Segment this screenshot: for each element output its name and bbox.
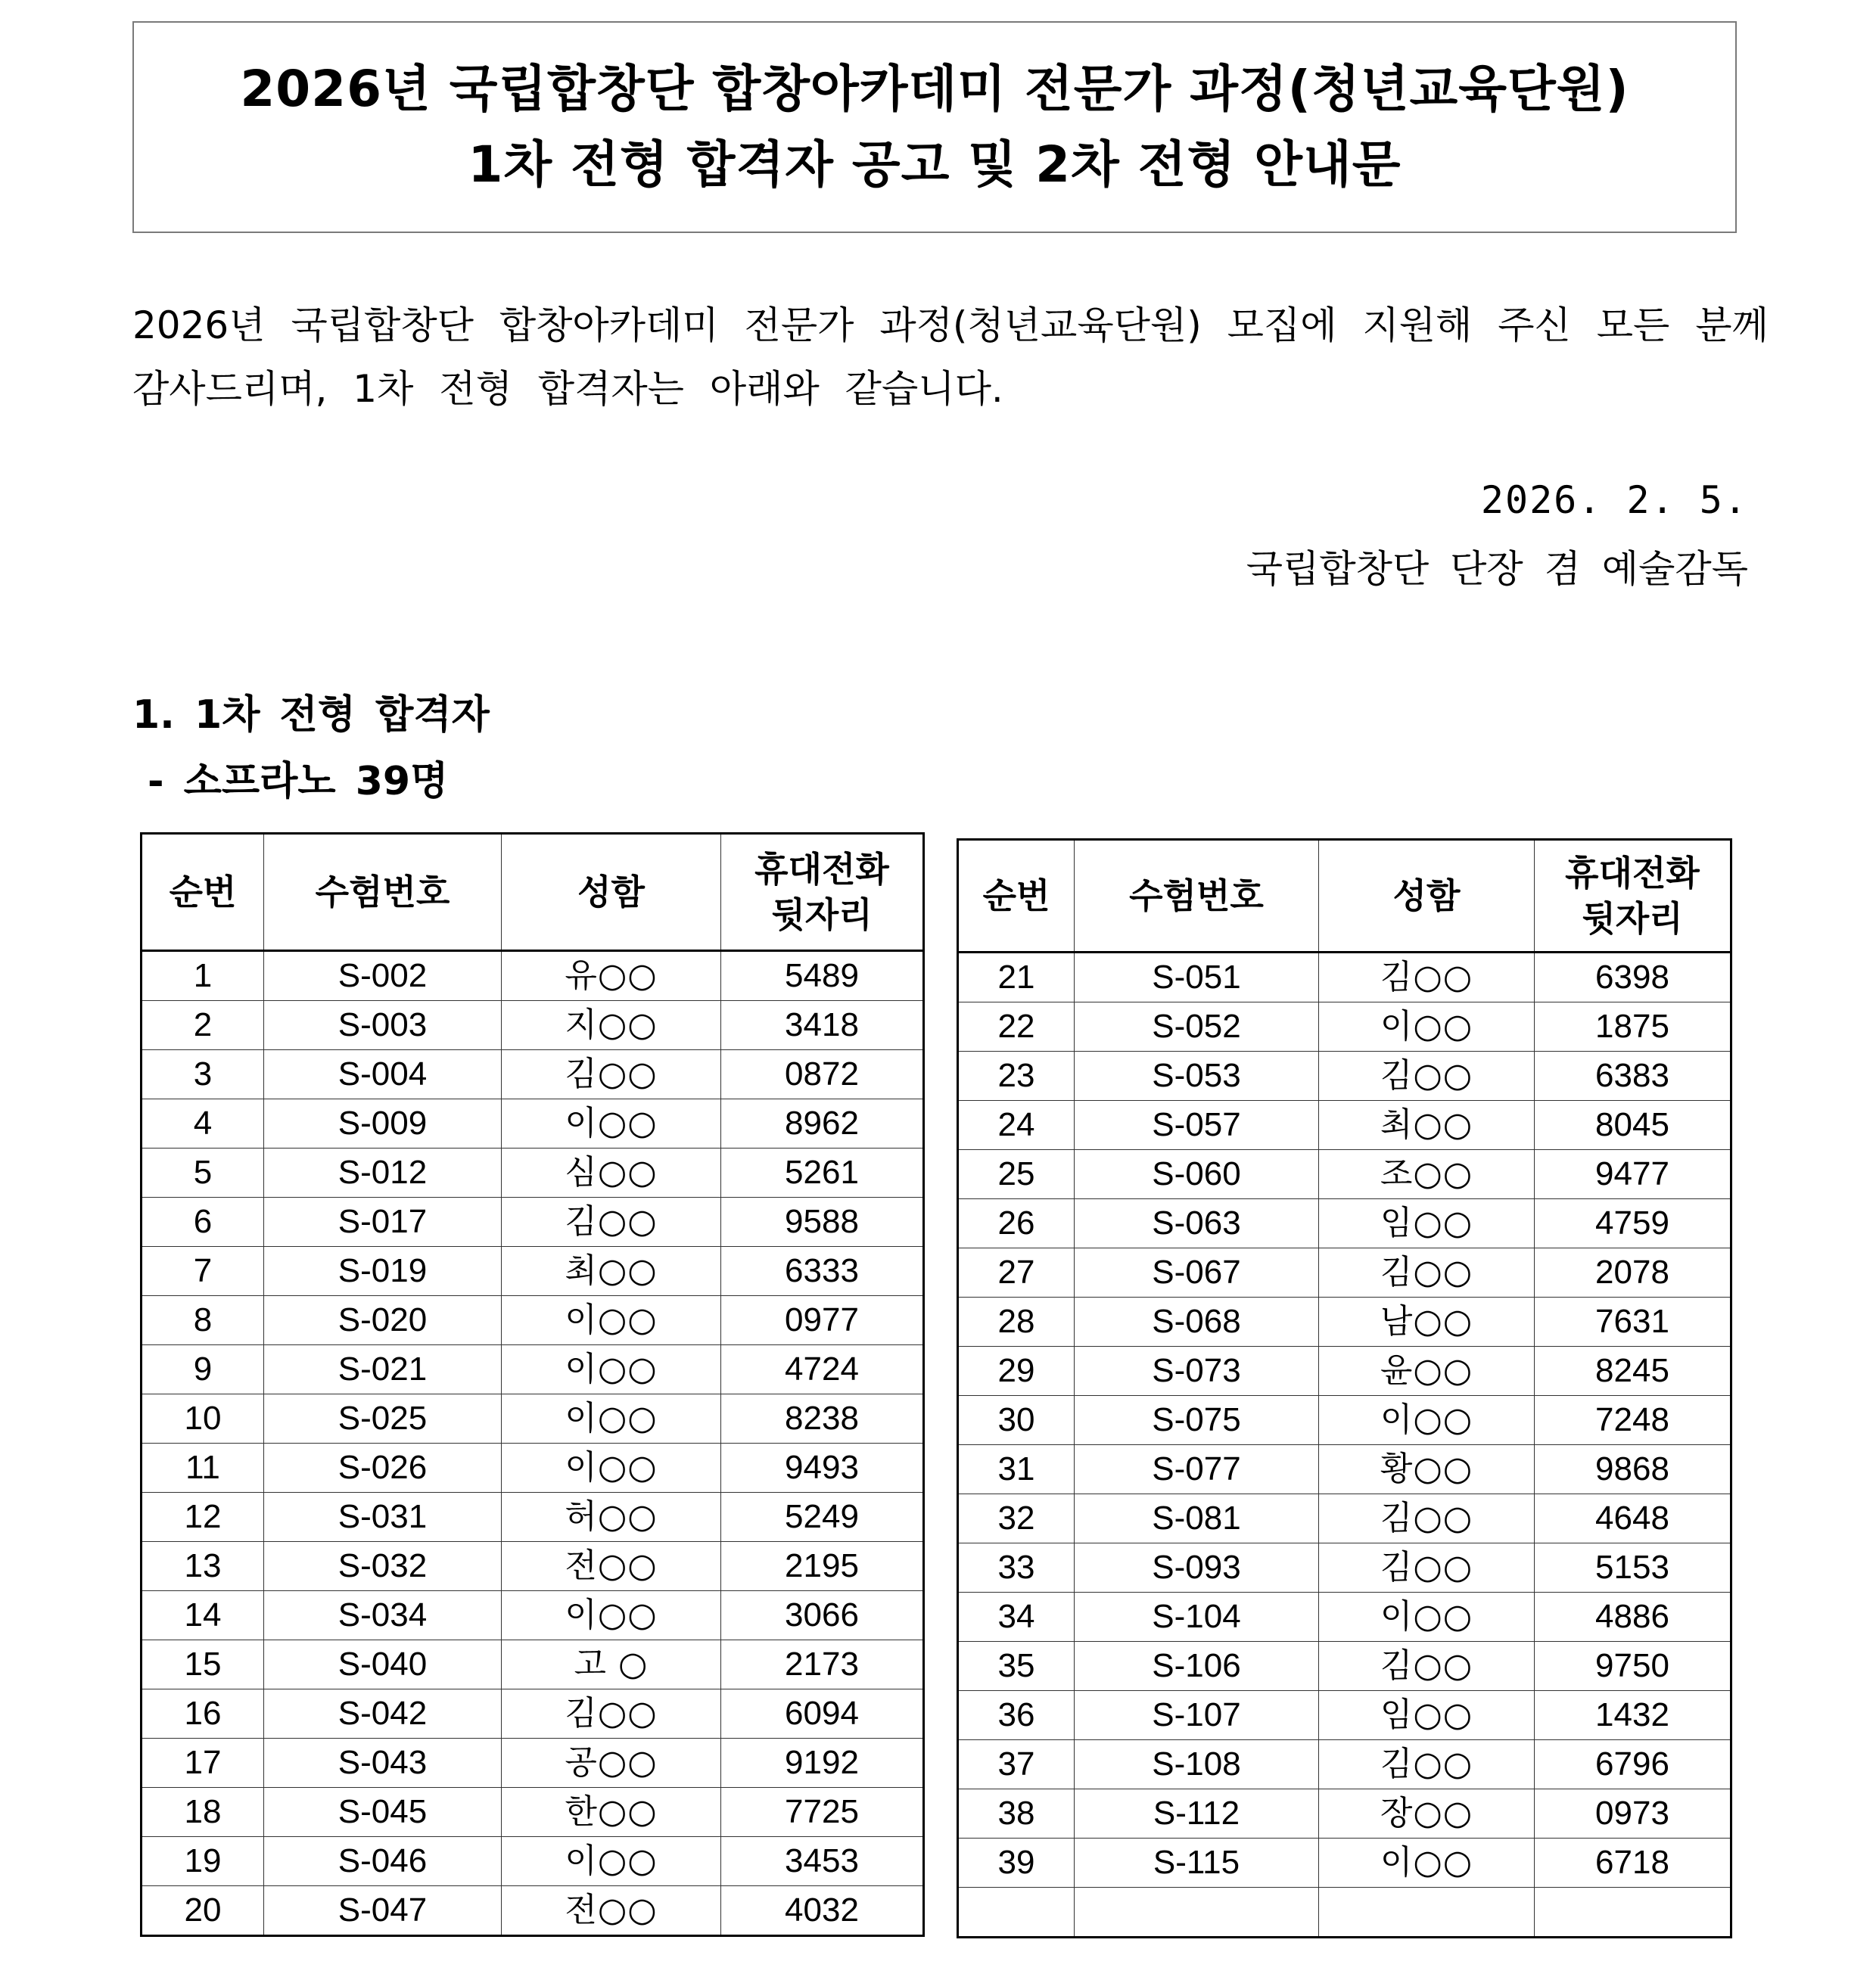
cell-no: 35 — [958, 1642, 1075, 1691]
cell-exam-no: S-051 — [1075, 953, 1319, 1002]
cell-phone: 6796 — [1535, 1740, 1731, 1789]
cell-name: 황○○ — [1319, 1445, 1535, 1494]
cell-name: 조○○ — [1319, 1150, 1535, 1199]
table-row — [142, 1788, 924, 1837]
cell-exam-no: S-034 — [264, 1591, 502, 1640]
table-row — [142, 1640, 924, 1689]
cell-name: 심○○ — [502, 1149, 721, 1198]
header-exam-no: 수험번호 — [264, 834, 502, 951]
cell-phone: 6718 — [1535, 1839, 1731, 1888]
cell-phone: 6383 — [1535, 1052, 1731, 1101]
cell-name: 김○○ — [502, 1050, 721, 1099]
cell-phone: 9868 — [1535, 1445, 1731, 1494]
table-row — [958, 1789, 1731, 1839]
cell-exam-no: S-012 — [264, 1149, 502, 1198]
table-row — [142, 1296, 924, 1345]
table-row — [142, 1050, 924, 1099]
cell-phone: 6333 — [721, 1247, 924, 1296]
cell-no: 11 — [142, 1444, 264, 1493]
cell-phone: 4648 — [1535, 1494, 1731, 1543]
cell-phone: 1432 — [1535, 1691, 1731, 1740]
cell-name: 김○○ — [1319, 953, 1535, 1002]
cell-phone: 3418 — [721, 1001, 924, 1050]
cell-no: 17 — [142, 1739, 264, 1788]
cell-name: 한○○ — [502, 1788, 721, 1837]
header-no: 순번 — [142, 834, 264, 951]
cell-no: 19 — [142, 1837, 264, 1886]
cell-name: 고 ○ — [502, 1640, 721, 1689]
cell-phone: 2078 — [1535, 1248, 1731, 1298]
cell-name: 윤○○ — [1319, 1347, 1535, 1396]
cell-no: 25 — [958, 1150, 1075, 1199]
header-phone-line-2: 뒷자리 — [1582, 898, 1683, 939]
cell-exam-no: S-068 — [1075, 1298, 1319, 1347]
table-row — [958, 953, 1731, 1002]
cell-name: 임○○ — [1319, 1199, 1535, 1248]
cell-no: 16 — [142, 1689, 264, 1739]
cell-phone: 0872 — [721, 1050, 924, 1099]
cell-no: 18 — [142, 1788, 264, 1837]
cell-phone: 8045 — [1535, 1101, 1731, 1150]
cell-phone: 7631 — [1535, 1298, 1731, 1347]
cell-name: 김○○ — [502, 1198, 721, 1247]
cell-name: 허○○ — [502, 1493, 721, 1542]
cell-no: 1 — [142, 951, 264, 1001]
cell-exam-no: S-003 — [264, 1001, 502, 1050]
cell-exam-no: S-020 — [264, 1296, 502, 1345]
cell-no: 30 — [958, 1396, 1075, 1445]
cell-no: 7 — [142, 1247, 264, 1296]
section-subheading: - 소프라노 39명 — [148, 759, 449, 804]
table-row — [958, 1839, 1731, 1888]
cell-no: 22 — [958, 1002, 1075, 1052]
cell-name: 김○○ — [1319, 1642, 1535, 1691]
cell-name: 김○○ — [1319, 1052, 1535, 1101]
table-row — [142, 1198, 924, 1247]
cell-name: 장○○ — [1319, 1789, 1535, 1839]
cell-exam-no: S-026 — [264, 1444, 502, 1493]
cell-exam-no: S-002 — [264, 951, 502, 1001]
cell-name: 이○○ — [1319, 1839, 1535, 1888]
cell-phone: 8962 — [721, 1099, 924, 1149]
table-row — [142, 1837, 924, 1886]
cell-no: 4 — [142, 1099, 264, 1149]
table-row — [142, 1444, 924, 1493]
cell-exam-no: S-031 — [264, 1493, 502, 1542]
cell-no: 5 — [142, 1149, 264, 1198]
cell-phone: 8245 — [1535, 1347, 1731, 1396]
cell-no: 21 — [958, 953, 1075, 1002]
table-row — [958, 1248, 1731, 1298]
table-row — [958, 1199, 1731, 1248]
cell-name — [1319, 1888, 1535, 1938]
roster-table-right — [957, 838, 1732, 1938]
cell-exam-no: S-077 — [1075, 1445, 1319, 1494]
table-row — [142, 1542, 924, 1591]
cell-exam-no: S-115 — [1075, 1839, 1319, 1888]
table-row — [142, 951, 924, 1001]
cell-name: 전○○ — [502, 1886, 721, 1936]
cell-exam-no: S-112 — [1075, 1789, 1319, 1839]
cell-exam-no: S-042 — [264, 1689, 502, 1739]
cell-no: 31 — [958, 1445, 1075, 1494]
cell-phone: 9493 — [721, 1444, 924, 1493]
cell-no: 27 — [958, 1248, 1075, 1298]
table-row — [958, 1494, 1731, 1543]
cell-phone: 5261 — [721, 1149, 924, 1198]
cell-name: 최○○ — [1319, 1101, 1535, 1150]
cell-no: 6 — [142, 1198, 264, 1247]
cell-exam-no: S-104 — [1075, 1593, 1319, 1642]
table-row — [142, 1394, 924, 1444]
table-row — [142, 1149, 924, 1198]
cell-no: 20 — [142, 1886, 264, 1936]
cell-phone: 6094 — [721, 1689, 924, 1739]
cell-name: 김○○ — [1319, 1543, 1535, 1593]
cell-no — [958, 1888, 1075, 1938]
cell-phone: 0977 — [721, 1296, 924, 1345]
cell-phone: 4759 — [1535, 1199, 1731, 1248]
cell-name: 이○○ — [502, 1444, 721, 1493]
cell-no: 37 — [958, 1740, 1075, 1789]
cell-phone: 0973 — [1535, 1789, 1731, 1839]
header-phone-line-2: 뒷자리 — [771, 894, 873, 935]
cell-name: 김○○ — [1319, 1494, 1535, 1543]
cell-phone: 2173 — [721, 1640, 924, 1689]
table-header-row — [958, 840, 1731, 953]
cell-phone: 9192 — [721, 1739, 924, 1788]
cell-phone: 4032 — [721, 1886, 924, 1936]
cell-phone: 6398 — [1535, 953, 1731, 1002]
cell-exam-no: S-057 — [1075, 1101, 1319, 1150]
cell-exam-no: S-045 — [264, 1788, 502, 1837]
cell-no: 2 — [142, 1001, 264, 1050]
header-phone-line-1: 휴대전화 — [754, 849, 889, 890]
cell-name: 김○○ — [502, 1689, 721, 1739]
table-row — [958, 1002, 1731, 1052]
cell-name: 임○○ — [1319, 1691, 1535, 1740]
table-header-row — [142, 834, 924, 951]
cell-phone: 9750 — [1535, 1642, 1731, 1691]
cell-name: 최○○ — [502, 1247, 721, 1296]
signature-issuer: 국립합창단 단장 겸 예술감독 — [1246, 547, 1748, 591]
intro-paragraph — [132, 294, 1769, 421]
cell-phone: 3066 — [721, 1591, 924, 1640]
cell-no: 23 — [958, 1052, 1075, 1101]
cell-exam-no: S-017 — [264, 1198, 502, 1247]
table-row — [142, 1886, 924, 1936]
table-row — [142, 1493, 924, 1542]
section-heading: 1. 1차 전형 합격자 — [132, 692, 490, 738]
table-row — [142, 1247, 924, 1296]
table-row — [142, 1689, 924, 1739]
cell-phone: 4724 — [721, 1345, 924, 1394]
cell-phone: 9588 — [721, 1198, 924, 1247]
cell-name: 남○○ — [1319, 1298, 1535, 1347]
cell-phone: 2195 — [721, 1542, 924, 1591]
cell-name: 이○○ — [502, 1837, 721, 1886]
cell-phone: 7248 — [1535, 1396, 1731, 1445]
cell-exam-no: S-075 — [1075, 1396, 1319, 1445]
header-name: 성함 — [1319, 840, 1535, 953]
cell-exam-no: S-060 — [1075, 1150, 1319, 1199]
cell-exam-no: S-067 — [1075, 1248, 1319, 1298]
cell-no: 14 — [142, 1591, 264, 1640]
cell-name: 김○○ — [1319, 1248, 1535, 1298]
cell-phone: 9477 — [1535, 1150, 1731, 1199]
cell-phone: 5489 — [721, 951, 924, 1001]
cell-no: 15 — [142, 1640, 264, 1689]
cell-no: 28 — [958, 1298, 1075, 1347]
cell-exam-no: S-032 — [264, 1542, 502, 1591]
cell-exam-no: S-021 — [264, 1345, 502, 1394]
cell-exam-no: S-040 — [264, 1640, 502, 1689]
cell-phone: 3453 — [721, 1837, 924, 1886]
cell-name: 이○○ — [1319, 1593, 1535, 1642]
cell-no: 24 — [958, 1101, 1075, 1150]
cell-exam-no: S-073 — [1075, 1347, 1319, 1396]
cell-exam-no: S-047 — [264, 1886, 502, 1936]
page-title-line-2: 1차 전형 합격자 공고 및 2차 전형 안내문 — [468, 135, 1402, 194]
cell-no: 26 — [958, 1199, 1075, 1248]
cell-exam-no: S-106 — [1075, 1642, 1319, 1691]
header-phone — [721, 834, 924, 951]
cell-exam-no: S-053 — [1075, 1052, 1319, 1101]
cell-phone: 5153 — [1535, 1543, 1731, 1593]
cell-exam-no: S-093 — [1075, 1543, 1319, 1593]
table-row — [958, 1888, 1731, 1938]
table-row — [958, 1347, 1731, 1396]
page-title-line-1: 2026년 국립합창단 합창아카데미 전문가 과정(청년교육단원) — [240, 60, 1629, 118]
cell-no: 9 — [142, 1345, 264, 1394]
cell-name: 지○○ — [502, 1001, 721, 1050]
table-row — [958, 1445, 1731, 1494]
signature-date: 2026. 2. 5. — [1480, 478, 1748, 522]
cell-phone: 4886 — [1535, 1593, 1731, 1642]
cell-exam-no: S-107 — [1075, 1691, 1319, 1740]
table-row — [142, 1739, 924, 1788]
table-row — [142, 1099, 924, 1149]
table-row — [958, 1740, 1731, 1789]
cell-no: 36 — [958, 1691, 1075, 1740]
cell-no: 39 — [958, 1839, 1075, 1888]
roster-table-left — [140, 832, 925, 1937]
intro-line-1: 2026년 국립합창단 합창아카데미 전문가 과정(청년교육단원) 모집에 지원해 주신 모든 분께 — [132, 303, 1769, 347]
cell-exam-no: S-019 — [264, 1247, 502, 1296]
table-row — [958, 1298, 1731, 1347]
cell-name: 이○○ — [502, 1099, 721, 1149]
cell-exam-no: S-081 — [1075, 1494, 1319, 1543]
header-name: 성함 — [502, 834, 721, 951]
table-row — [958, 1691, 1731, 1740]
cell-phone — [1535, 1888, 1731, 1938]
cell-name: 공○○ — [502, 1739, 721, 1788]
cell-no: 34 — [958, 1593, 1075, 1642]
cell-name: 이○○ — [502, 1394, 721, 1444]
table-row — [958, 1593, 1731, 1642]
cell-name: 유○○ — [502, 951, 721, 1001]
cell-exam-no: S-046 — [264, 1837, 502, 1886]
cell-exam-no: S-052 — [1075, 1002, 1319, 1052]
table-row — [958, 1396, 1731, 1445]
cell-no: 33 — [958, 1543, 1075, 1593]
cell-name: 이○○ — [502, 1345, 721, 1394]
cell-no: 29 — [958, 1347, 1075, 1396]
table-row — [142, 1345, 924, 1394]
table-row — [958, 1642, 1731, 1691]
table-row — [958, 1543, 1731, 1593]
cell-phone: 7725 — [721, 1788, 924, 1837]
cell-no: 8 — [142, 1296, 264, 1345]
table-row — [142, 1591, 924, 1640]
cell-no: 38 — [958, 1789, 1075, 1839]
cell-exam-no: S-063 — [1075, 1199, 1319, 1248]
cell-no: 3 — [142, 1050, 264, 1099]
cell-exam-no: S-108 — [1075, 1740, 1319, 1789]
header-exam-no: 수험번호 — [1075, 840, 1319, 953]
cell-exam-no: S-043 — [264, 1739, 502, 1788]
cell-phone: 8238 — [721, 1394, 924, 1444]
cell-name: 전○○ — [502, 1542, 721, 1591]
cell-name: 이○○ — [502, 1591, 721, 1640]
header-phone-line-1: 휴대전화 — [1565, 853, 1700, 894]
table-row — [142, 1001, 924, 1050]
cell-exam-no: S-009 — [264, 1099, 502, 1149]
cell-exam-no: S-004 — [264, 1050, 502, 1099]
cell-phone: 5249 — [721, 1493, 924, 1542]
table-row — [958, 1101, 1731, 1150]
cell-name: 이○○ — [1319, 1396, 1535, 1445]
header-no: 순번 — [958, 840, 1075, 953]
cell-name: 김○○ — [1319, 1740, 1535, 1789]
cell-no: 32 — [958, 1494, 1075, 1543]
cell-exam-no: S-025 — [264, 1394, 502, 1444]
cell-phone: 1875 — [1535, 1002, 1731, 1052]
table-row — [958, 1052, 1731, 1101]
cell-name: 이○○ — [1319, 1002, 1535, 1052]
cell-no: 12 — [142, 1493, 264, 1542]
cell-no: 10 — [142, 1394, 264, 1444]
cell-no: 13 — [142, 1542, 264, 1591]
cell-name: 이○○ — [502, 1296, 721, 1345]
intro-line-2: 감사드리며, 1차 전형 합격자는 아래와 같습니다. — [132, 367, 1003, 411]
title-box — [132, 21, 1737, 233]
table-row — [958, 1150, 1731, 1199]
header-phone — [1535, 840, 1731, 953]
cell-exam-no — [1075, 1888, 1319, 1938]
